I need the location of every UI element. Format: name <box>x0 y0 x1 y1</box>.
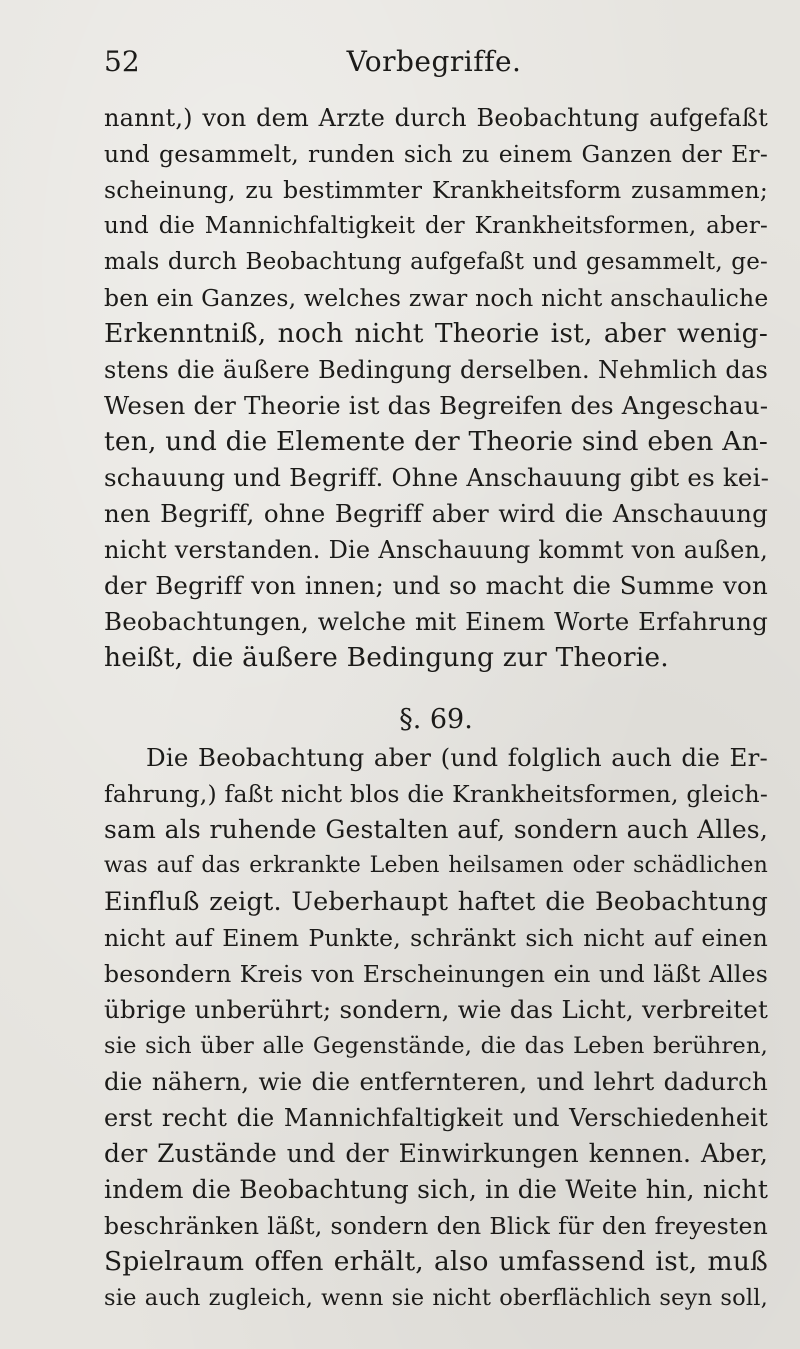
text-line: schauung und Begriff. Ohne Anschauung gibt es kei- <box>104 463 770 492</box>
text-line: nicht verstanden. Die Anschauung kommt von außen, <box>104 536 768 564</box>
text-line: nen Begriff, ohne Begriff aber wird die Anschauung <box>104 499 768 528</box>
text-line: sie sich über alle Gegenstände, die das Leben berühren, <box>104 1033 768 1059</box>
text-line: der Zustände und der Einwirkungen kennen. Aber, <box>104 1139 768 1168</box>
text-line: sam als ruhende Gestalten auf, sondern auch Alles, <box>104 815 768 844</box>
text-line: Beobachtungen, welche mit Einem Worte Erfahrung <box>104 607 768 636</box>
text-line: und die Mannichfaltigkeit der Krankheitsformen, aber- <box>104 213 768 239</box>
text-line: und gesammelt, runden sich zu einem Ganzen der Er- <box>104 140 768 168</box>
text-line: der Begriff von innen; und so macht die Summe von <box>104 571 768 600</box>
text-line: ben ein Ganzes, welches zwar noch nicht anschauliche <box>104 284 769 312</box>
text-line: stens die äußere Bedingung derselben. Nehmlich das <box>104 356 768 384</box>
text-line: scheinung, zu bestimmter Krankheitsform zusammen; <box>104 176 768 204</box>
text-line: indem die Beobachtung sich, in die Weite hin, nicht <box>104 1175 769 1204</box>
text-line: die nähern, wie die entfernteren, und lehrt dadurch <box>104 1067 768 1096</box>
text-line: mals durch Beobachtung aufgefaßt und gesammelt, ge- <box>104 249 768 275</box>
text-line: nicht auf Einem Punkte, schränkt sich nicht auf einen <box>104 924 768 952</box>
text-line: Erkenntniß, noch nicht Theorie ist, aber wenig- <box>104 318 768 349</box>
text-line: besondern Kreis von Erscheinungen ein und läßt Alles <box>104 960 768 988</box>
running-title: Vorbegriffe. <box>346 45 522 78</box>
text-line: heißt, die äußere Bedingung zur Theorie. <box>104 642 669 673</box>
page-header <box>104 42 764 82</box>
text-line: Einfluß zeigt. Ueberhaupt haftet die Beobachtung <box>104 887 768 917</box>
text-line: erst recht die Mannichfaltigkeit und Verschiedenheit <box>104 1104 768 1132</box>
text-line: nannt,) von dem Arzte durch Beobachtung aufgefaßt <box>104 104 768 132</box>
text-line: beschränken läßt, sondern den Blick für den freyesten <box>104 1212 768 1240</box>
text-line: Die Beobachtung aber (und folglich auch die Er- <box>146 743 768 772</box>
text-line: sie auch zugleich, wenn sie nicht oberflächlich seyn soll, <box>104 1285 768 1311</box>
text-line: übrige unberührt; sondern, wie das Licht, verbreitet <box>104 995 768 1024</box>
page-number: 52 <box>104 45 140 78</box>
text-line: ten, und die Elemente der Theorie sind eben An- <box>104 426 768 457</box>
section-heading: §. 69. <box>399 704 473 735</box>
text-line: Wesen der Theorie ist das Begreifen des Angeschau- <box>104 391 769 420</box>
text-line: fahrung,) faßt nicht blos die Krankheitsformen, gleich- <box>104 780 768 808</box>
text-line: Spielraum offen erhält, also umfassend ist, muß <box>104 1246 768 1277</box>
text-line: was auf das erkrankte Leben heilsamen oder schädlichen <box>104 853 768 878</box>
